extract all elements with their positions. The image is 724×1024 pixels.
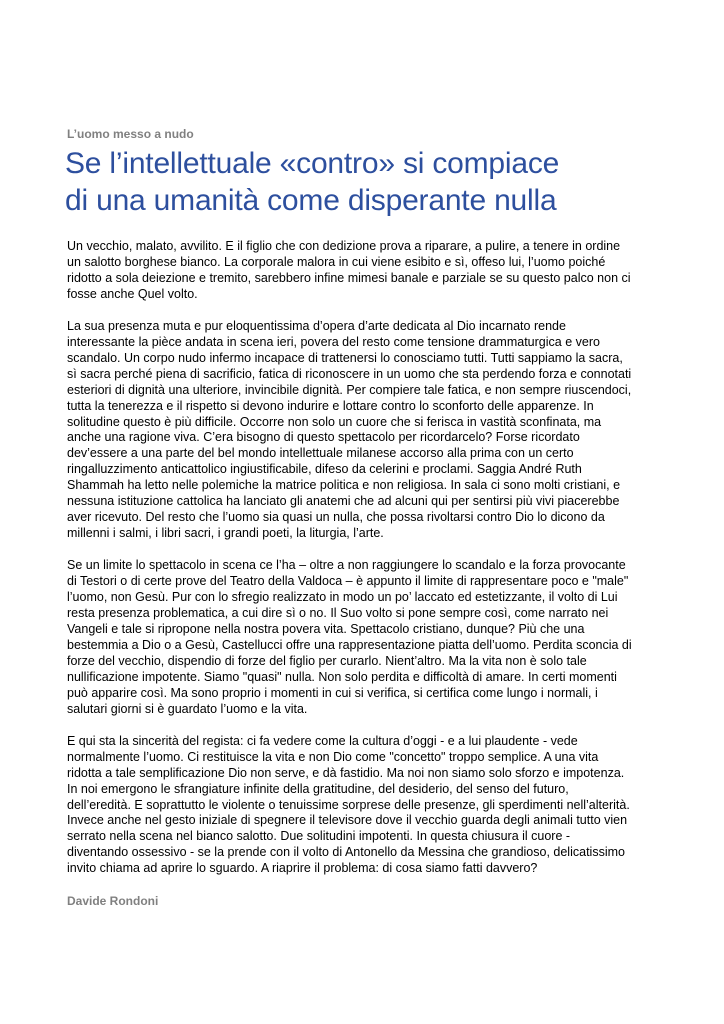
paragraph-line: La sua presenza muta e pur eloquentissima d’opera d’arte dedicata al Dio incarnato rende: [67, 318, 566, 333]
paragraph-line: Vangeli e tale si ripropone nella nostra povera vita. Spettacolo cristiano, dunque? Più che una: [67, 621, 585, 636]
article-headline: [65, 145, 663, 219]
paragraph-line: anche una ragione viva. C’era bisogno di questo spettacolo per ricordarcelo? Forse ricordato: [67, 430, 580, 445]
paragraph-line: Invece anche nel gesto iniziale di spegnere il televisore dove il vecchio guarda degli animali tutto vien: [67, 813, 628, 828]
paragraph-line: invito chiama ad aprire lo sguardo. A riaprire il problema: di cosa siamo fatti davvero?: [67, 861, 538, 876]
paragraph-line: ringalluzzimento anticattolico ingiustificabile, difeso da celerini e proclami. Saggia André Ruth: [67, 462, 582, 477]
paragraph-line: dev’essere a una parte del bel mondo intellettuale milanese accorso alla prima con un certo: [67, 446, 574, 461]
paragraph-line: tutta la tenerezza e il rispetto si devono indurire e lottare contro lo sconforto delle apparenze. In: [67, 398, 594, 413]
paragraph-line: sì sacra perché piena di sacrificio, fatica di riconoscere in un uomo che sta perdendo forza e connotati: [67, 366, 632, 381]
paragraph-line: un salotto borghese bianco. La corporale malora in cui viene esibito e sì, offeso lui, l’uomo poiché: [67, 254, 606, 269]
paragraph-line: solitudine questo è più difficile. Occorre non solo un cuore che si ferisca in vastità sconfinata, ma: [67, 414, 602, 429]
paragraph-line: forze del vecchio, dispendio di forze del figlio per curarlo. Nient’altro. Ma la vita non è solo tale: [67, 653, 587, 668]
paragraph-line: l’uomo, non Gesù. Pur con lo sfregio realizzato in modo un po’ laccato ed estetizzante, il volto di Lui: [67, 590, 618, 605]
paragraph-line: esteriori di dignità una ulteriore, invincibile dignità. Per compiere tale fatica, e non sempre riuscendoci,: [67, 382, 632, 397]
paragraph-line: nullificazione impotente. Siamo "quasi" nulla. Non solo perdita e difficoltà di amare. In certi momenti: [67, 669, 617, 684]
headline-line: di una umanità come disperante nulla: [65, 184, 557, 217]
paragraph-line: diventando ossessivo - se la prende con il volto di Antonello da Messina che grandioso, delicatissimo: [67, 845, 625, 860]
article-paragraph: [67, 319, 663, 542]
paragraph-line: nessuna istituzione cattolica ha lanciato gli anatemi che ad alcuni qui per sentirsi più vivi piacerebbe: [67, 494, 620, 509]
paragraph-line: ridotta a tale semplificazione Dio non serve, e dà fastidio. Ma noi non siamo solo sforzo e impotenza.: [67, 765, 625, 780]
paragraph-line: dell’eredità. E soprattutto le violente o tenuissime sorprese delle presenze, gli sperdimenti nell’alterità.: [67, 797, 630, 812]
paragraph-line: Se un limite lo spettacolo in scena ce l’ha – oltre a non raggiungere lo scandalo e la forza provocante: [67, 558, 626, 573]
paragraph-line: millenni i salmi, i libri sacri, i grandi poeti, la liturgia, l’arte.: [67, 526, 384, 541]
article-paragraph: [67, 558, 663, 718]
paragraph-line: bestemmia a Dio o a Gesù, Castellucci offre una rappresentazione piatta dell’uomo. Perdita sconcia di: [67, 637, 632, 652]
paragraph-line: Shammah ha letto nelle polemiche la matrice politica e non religiosa. In sala ci sono molti cristiani, e: [67, 478, 621, 493]
article: [67, 126, 663, 909]
paragraph-line: serrato nella scena nel bianco salotto. Due solitudini impotenti. In questa chiusura il cuore -: [67, 829, 571, 844]
article-body: [67, 239, 663, 877]
paragraph-line: fosse anche Quel volto.: [67, 286, 198, 301]
paragraph-line: Un vecchio, malato, avvilito. E il figlio che con dedizione prova a riparare, a pulire, a tenere in ordine: [67, 239, 621, 253]
paragraph-line: di Testori o di certe prove del Teatro della Valdoca – è appunto il limite di rappresentare poco e "male": [67, 574, 629, 589]
article-paragraph: [67, 239, 663, 303]
paragraph-line: In noi emergono le sfrangiature infinite della gratitudine, del desiderio, del senso del futuro,: [67, 781, 569, 796]
paragraph-line: ridotto a sola deiezione e tremito, sarebbero infine mimesi banale e parziale se su questo palco non ci: [67, 270, 631, 285]
paragraph-line: può apparire così. Ma sono proprio i momenti in cui si verifica, si certifica come lungo i normali, i: [67, 685, 598, 700]
headline-line: Se l’intellettuale «contro» si compiace: [65, 147, 560, 180]
article-author: Davide Rondoni: [67, 894, 159, 909]
article-paragraph: [67, 734, 663, 878]
paragraph-line: salutari giorni si è guardato l’uomo e la vita.: [67, 701, 308, 716]
paragraph-line: scandalo. Un corpo nudo infermo incapace di trattenersi lo conosciamo tutti. Tutti sappiamo la sacra,: [67, 350, 623, 365]
article-kicker: L’uomo messo a nudo: [67, 127, 194, 141]
paragraph-line: interessante la pièce andata in scena ieri, povera del resto come tensione drammaturgica e vero: [67, 334, 600, 349]
paragraph-line: normalmente l’uomo. Ci restituisce la vita e non Dio come "concetto" troppo semplice. A una vita: [67, 749, 599, 764]
paragraph-line: resta presenza problematica, a cui dire sì o no. Il Suo volto si pone sempre così, come narrato nei: [67, 606, 609, 621]
paragraph-line: aver ricevuto. Del resto che l’uomo sia quasi un nulla, che possa rivoltarsi contro Dio lo dicono da: [67, 510, 605, 525]
paragraph-line: E qui sta la sincerità del regista: ci fa vedere come la cultura d’oggi - e a lui plaudente - vede: [67, 733, 578, 748]
